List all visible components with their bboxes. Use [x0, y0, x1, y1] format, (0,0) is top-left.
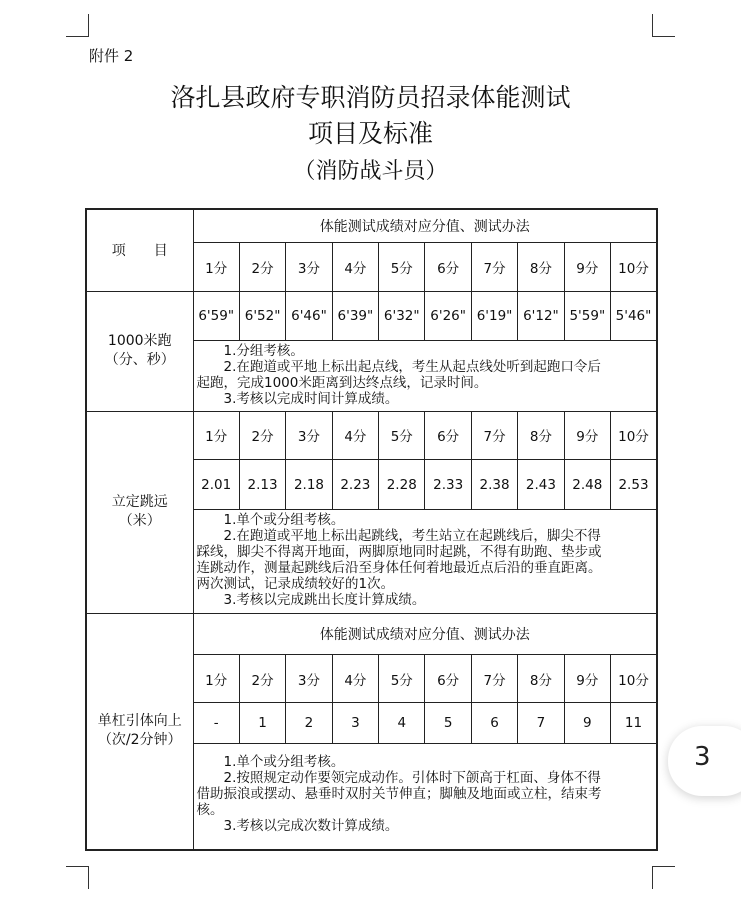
score-cell: 3分: [286, 243, 332, 292]
score-cell: 9分: [564, 243, 610, 292]
group-header: 体能测试成绩对应分值、测试办法: [193, 209, 657, 243]
jump-value-cell: 2.38: [471, 460, 517, 510]
pullup-value-cell: 7: [518, 703, 564, 744]
pullup-value-cell: 11: [611, 703, 657, 744]
pullup-value-cell: 2: [286, 703, 332, 744]
jump-method-line: 踩线，脚尖不得离开地面，两脚原地同时起跳，不得有助跑、垫步或: [196, 544, 602, 561]
run-value-cell: 5'59": [564, 291, 610, 340]
item-pullup-unit: （次/2分钟）: [97, 732, 182, 749]
jump-value-cell: 2.28: [379, 460, 425, 510]
score-cell: 7分: [471, 411, 517, 460]
score-cell: 6分: [425, 243, 471, 292]
score-cell: 1分: [193, 411, 239, 460]
pullup-method-line: 1.单个或分组考核。: [223, 753, 345, 770]
item-run-unit: （分、秒）: [104, 352, 175, 369]
pullup-method: [193, 743, 657, 850]
crop-mark-bottom-left: [66, 866, 89, 889]
item-header: 项 目: [86, 209, 193, 291]
score-cell: 4分: [332, 243, 378, 292]
jump-value-cell: 2.53: [611, 460, 657, 510]
score-cell: 10分: [611, 243, 657, 292]
score-cell: 5分: [379, 243, 425, 292]
score-cell: 7分: [471, 655, 517, 703]
run-value-cell: 6'12": [518, 291, 564, 340]
crop-mark-top-right: [652, 14, 675, 37]
jump-value-cell: 2.43: [518, 460, 564, 510]
jump-method-line: 1.单个或分组考核。: [223, 512, 345, 529]
item-run-name: 1000米跑: [107, 333, 172, 350]
fitness-standards-table: [85, 208, 658, 851]
jump-method-line: 2.在跑道或平地上标出起跳线，考生站立在起跳线后，脚尖不得: [223, 528, 601, 545]
score-cell: 9分: [564, 411, 610, 460]
jump-method: [193, 510, 657, 614]
run-value-cell: 6'19": [471, 291, 517, 340]
score-cell: 1分: [193, 655, 239, 703]
jump-value-cell: 2.13: [239, 460, 285, 510]
run-method-line: 1.分组考核。: [223, 342, 304, 359]
page-number: 3: [694, 742, 711, 772]
item-jump: [86, 411, 193, 613]
run-value-cell: 6'52": [239, 291, 285, 340]
pullup-method-line: 2.按照规定动作要领完成动作。引体时下颌高于杠面、身体不得: [223, 769, 601, 786]
item-jump-name: 立定跳远: [111, 494, 168, 511]
pullup-value-cell: 4: [379, 703, 425, 744]
score-cell: 8分: [518, 243, 564, 292]
crop-mark-bottom-right: [652, 866, 675, 889]
attachment-label: 附件 2: [89, 47, 134, 65]
score-cell: 6分: [425, 655, 471, 703]
pullup-value-cell: -: [193, 703, 239, 744]
item-jump-unit: （米）: [118, 513, 161, 530]
item-pullup-name: 单杠引体向上: [97, 713, 182, 730]
run-value-cell: 6'26": [425, 291, 471, 340]
score-cell: 5分: [379, 655, 425, 703]
pullup-value-cell: 9: [564, 703, 610, 744]
item-run: [86, 291, 193, 411]
run-method-line: 起跑，完成1000米距离到达终点线，记录时间。: [196, 374, 488, 391]
score-cell: 7分: [471, 243, 517, 292]
document-title: 洛扎县政府专职消防员招录体能测试: [170, 83, 571, 112]
jump-method-line: 3.考核以完成跳出长度计算成绩。: [223, 592, 426, 609]
score-cell: 5分: [379, 411, 425, 460]
pullup-method-line: 核。: [196, 801, 224, 818]
run-method-line: 2.在跑道或平地上标出起点线，考生从起点线处听到起跑口令后: [223, 358, 601, 375]
score-cell: 6分: [425, 411, 471, 460]
jump-value-cell: 2.01: [193, 460, 239, 510]
score-cell: 8分: [518, 655, 564, 703]
run-value-cell: 5'46": [611, 291, 657, 340]
score-cell: 2分: [239, 655, 285, 703]
score-cell: 4分: [332, 411, 378, 460]
run-value-cell: 6'59": [193, 291, 239, 340]
score-cell: 2分: [239, 411, 285, 460]
score-cell: 8分: [518, 411, 564, 460]
crop-mark-top-left: [66, 14, 89, 37]
document-category: （消防战斗员）: [293, 159, 448, 184]
score-cell: 1分: [193, 243, 239, 292]
run-value-cell: 6'46": [286, 291, 332, 340]
jump-value-cell: 2.48: [564, 460, 610, 510]
pullup-method-line: 3.考核以完成次数计算成绩。: [223, 817, 399, 834]
jump-value-cell: 2.33: [425, 460, 471, 510]
pullup-value-cell: 1: [239, 703, 285, 744]
pullup-value-cell: 6: [471, 703, 517, 744]
pullup-value-cell: 5: [425, 703, 471, 744]
pullup-method-line: 借助振浪或摆动、悬垂时双肘关节伸直；脚触及地面或立柱，结束考: [196, 785, 602, 802]
pullup-value-cell: 3: [332, 703, 378, 744]
run-value-cell: 6'32": [379, 291, 425, 340]
score-cell: 10分: [611, 411, 657, 460]
document-subtitle: 项目及标准: [307, 119, 433, 148]
item-pullup: [86, 613, 193, 850]
score-cell: 3分: [286, 655, 332, 703]
page-number-badge[interactable]: [668, 726, 741, 796]
run-method: [193, 340, 657, 411]
score-cell: 10分: [611, 655, 657, 703]
score-cell: 3分: [286, 411, 332, 460]
jump-value-cell: 2.23: [332, 460, 378, 510]
score-cell: 2分: [239, 243, 285, 292]
score-cell: 4分: [332, 655, 378, 703]
score-cell: 9分: [564, 655, 610, 703]
group-header-repeat: 体能测试成绩对应分值、测试办法: [193, 613, 657, 655]
jump-method-line: 两次测试，记录成绩较好的1次。: [196, 576, 395, 593]
run-method-line: 3.考核以完成时间计算成绩。: [223, 390, 399, 407]
jump-value-cell: 2.18: [286, 460, 332, 510]
jump-method-line: 连跳动作，测量起跳线后沿至身体任何着地最近点后沿的垂直距离。: [196, 560, 602, 577]
run-value-cell: 6'39": [332, 291, 378, 340]
